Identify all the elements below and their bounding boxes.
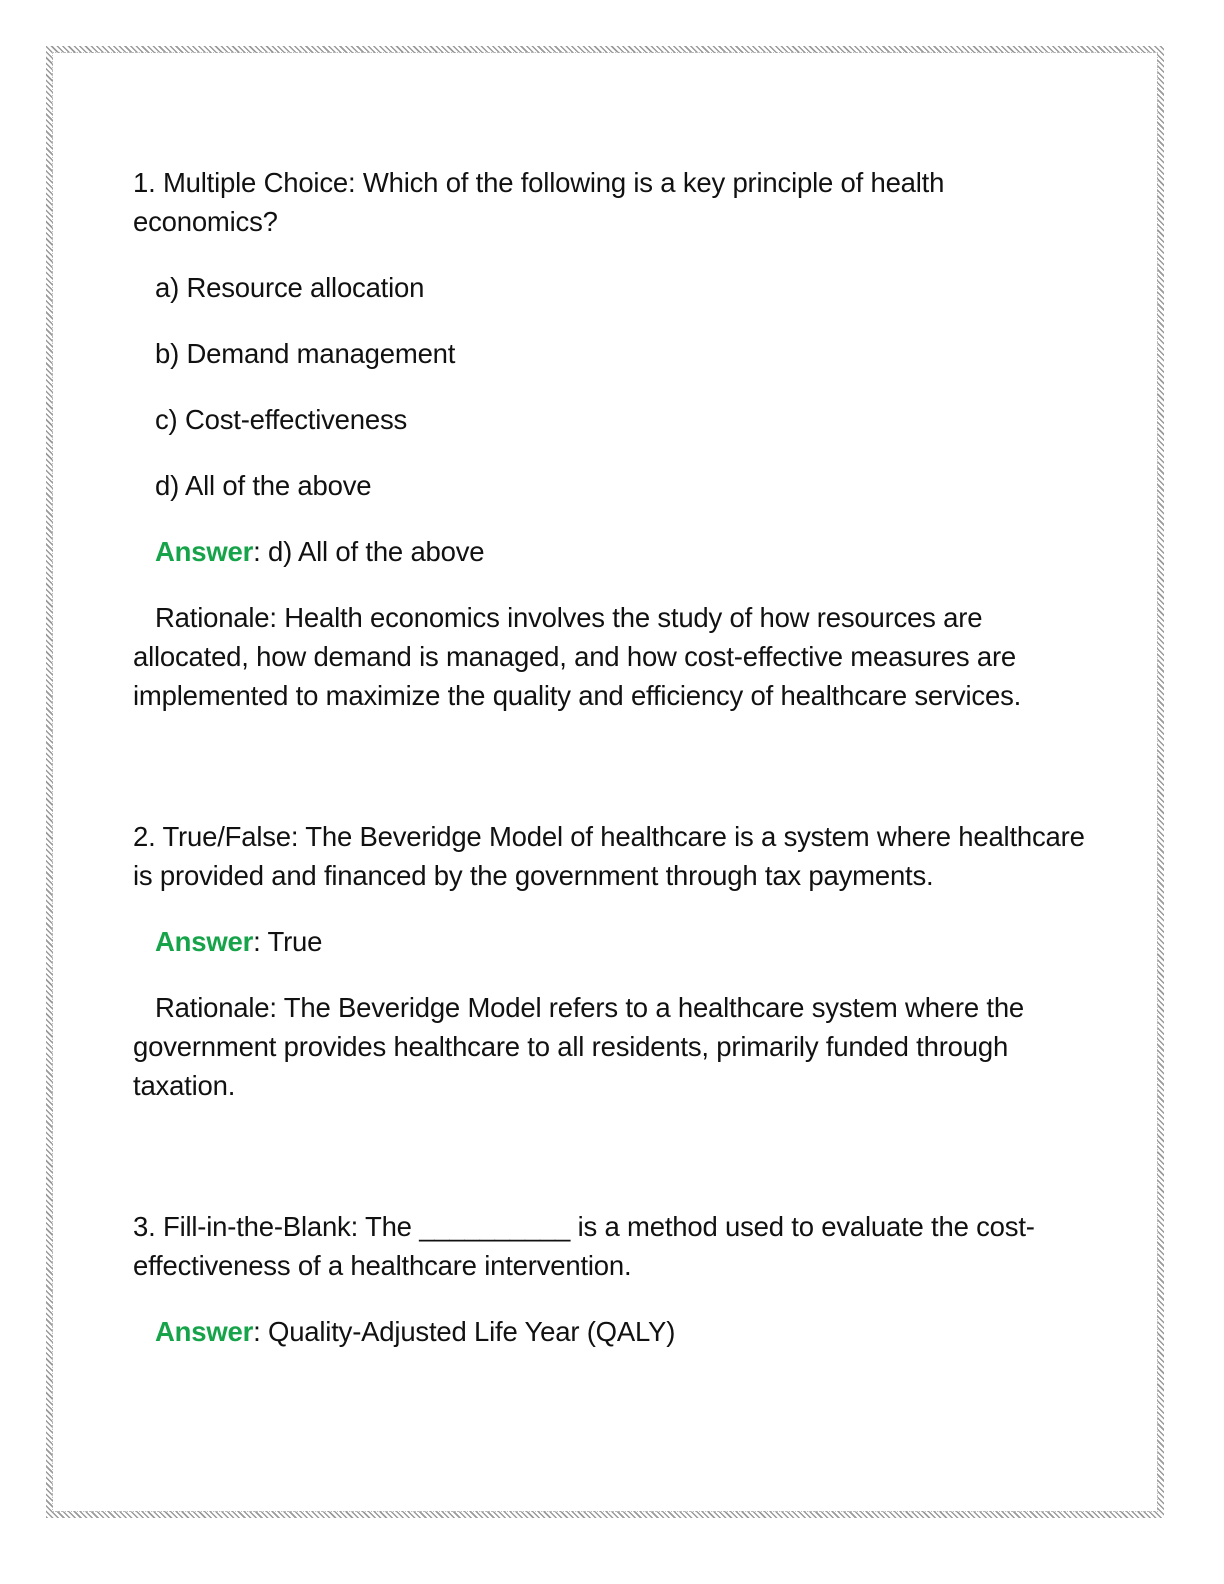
option-a: a) Resource allocation: [155, 272, 425, 303]
question-1: [133, 163, 1093, 715]
answer-text: : True: [253, 926, 323, 957]
option-c: c) Cost-effectiveness: [155, 404, 408, 435]
question-prompt: 2. True/False: The Beveridge Model of healthcare is a system where healthcare is provided and financed by the government through tax payments.: [133, 821, 1085, 891]
question-prompt: 3. Fill-in-the-Blank: The __________ is a method used to evaluate the cost-effectiveness of a healthcare intervention.: [133, 1211, 1035, 1281]
answer-line: [155, 532, 1093, 571]
document-body: [133, 163, 1093, 1378]
answer-label: Answer: [155, 536, 254, 567]
question-2: [133, 817, 1093, 1105]
option-b: b) Demand management: [155, 338, 456, 369]
answer-text: : Quality-Adjusted Life Year (QALY): [253, 1316, 676, 1347]
rationale: Rationale: Health economics involves the study of how resources are allocated, how demand is managed, and how cost-effective measures are implemented to maximize the quality and efficiency of healthcare services.: [133, 602, 1022, 711]
spacer: [133, 742, 1093, 817]
question-3: [133, 1207, 1093, 1351]
answer-text: : d) All of the above: [253, 536, 485, 567]
spacer: [133, 1132, 1093, 1207]
option-d: d) All of the above: [155, 470, 372, 501]
answer-line: [155, 922, 1093, 961]
question-prompt: 1. Multiple Choice: Which of the following is a key principle of health economics?: [133, 167, 945, 237]
answer-label: Answer: [155, 1316, 254, 1347]
rationale: Rationale: The Beveridge Model refers to a healthcare system where the government provides healthcare to all residents, primarily funded through taxation.: [133, 992, 1025, 1101]
answer-label: Answer: [155, 926, 254, 957]
answer-line: [155, 1312, 1093, 1351]
